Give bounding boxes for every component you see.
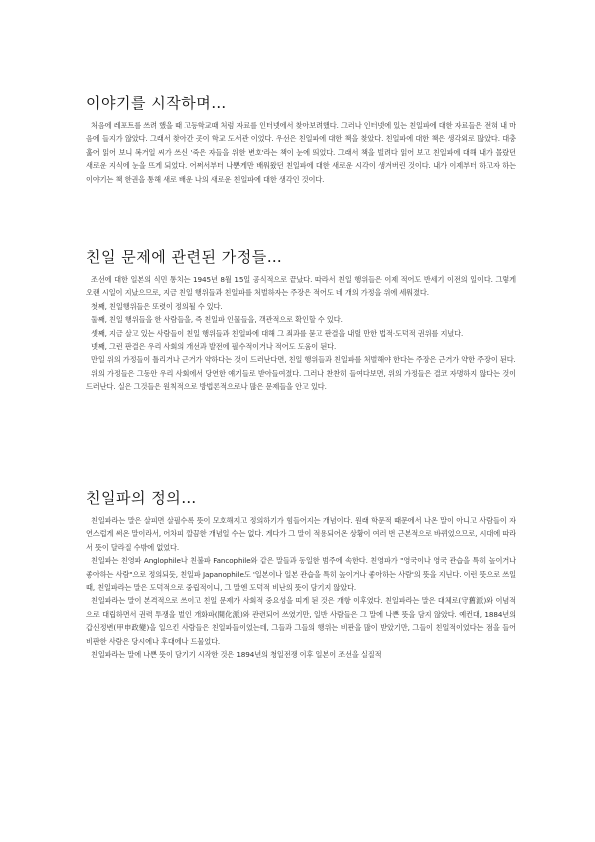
- paragraph: 첫째, 친일행위들은 또렷이 정의될 수 있다.: [91, 301, 223, 311]
- paragraph: 친일파는 친영파 Anglophile나 친불파 Fancophile와 같은 말들과 동일한 범주에 속한다. 친영파가 "영국이나 영국 관습을 특히 높이거나 좋아하는 사람"으로 정의되듯, 친일파 Japanophile도 '일본이나 일본 관습을 특히 높이거나 좋아하는 사람'의 뜻을 지닌다. 이런 뜻으로 쓰일 때, 친일파라는 말은 도덕적으로 중립적이니, 그 말엔 도덕적 비난의 뜻이 담기지 않았다.: [86, 556, 516, 593]
- paragraph: 친일파라는 말에 나쁜 뜻이 담기기 시작한 것은 1894년의 청일전쟁 이후 일본이 조선을 실질적: [91, 650, 382, 660]
- section-assumptions: [86, 247, 516, 394]
- paragraph: 위의 가정들은 그동안 우리 사회에서 당연한 얘기들로 받아들여졌다. 그러나 찬찬히 들여다보면, 위의 가정들은 결코 자명하지 않다는 것이 드러난다. 실은 그것들은 원칙적으로 방법론적으로나 많은 문제들을 안고 있다.: [86, 368, 516, 392]
- paragraph: 친일파라는 말은 살피면 살필수록 뜻이 모호해지고 정의하기가 힘들어지는 개념이다. 원래 학문적 때문에서 나온 말이 아니고 사람들이 자연스럽게 써온 말이라서, 어차피 깔끔한 개념일 수는 없다. 게다가 그 말이 적용되어온 상황이 여러 번 근본적으로 바뀌었으므로, 시대에 따라서 뜻이 달라질 수밖에 없었다.: [86, 516, 516, 552]
- paragraph: 만일 위의 가정들이 틀리거나 근거가 약하다는 것이 드러난다면, 친일 행위들과 친일파를 처벌해야 한다는 주장은 근거가 약한 주장이 된다.: [91, 355, 516, 365]
- paragraph: 셋째, 지금 살고 있는 사람들이 친일 행위들과 친일파에 대해 그 죄과를 묻고 판결을 내릴 만한 법적·도덕적 권위를 지녔다.: [91, 328, 464, 338]
- paragraph: 조선에 대한 일본의 식민 통치는 1945년 8월 15일 공식적으로 끝났다. 따라서 친일 행위들은 이제 적어도 반세기 이전의 일이다. 그렇게 오랜 시일이 지났으므로, 지금 친일 행위들과 친일파를 처벌하자는 주장은 적어도 네 개의 가정을 위에 세워졌다.: [86, 275, 516, 298]
- section-body: [86, 273, 516, 394]
- paragraph: 친일파라는 말이 본격적으로 쓰이고 친일 문제가 사회적 중요성을 띠게 된 것은 개항 이후였다. 친일파라는 말은 대체로(守舊派)와 이념적으로 대립하면서 권력 투쟁을 벌인 개화파(開化派)와 관련되어 쓰였기만, 일반 사람들은 그 말에 나쁜 뜻을 담지 않았다. 예컨대, 1884년의 갑신정변(甲申政變)을 일으킨 사람들은 친일파들이었는데, 그들과 그들의 행위는 비판을 많이 받았기만, 그들이 친일적이었다는 점을 들어 비판한 사람은 당시에나 후대에나 드물었다.: [86, 596, 516, 646]
- section-heading: 친일 문제에 관련된 가정들…: [86, 248, 283, 266]
- paragraph: 넷째, 그런 판결은 우리 사회의 개선과 발전에 필수적이거나 적어도 도움이 된다.: [91, 342, 337, 352]
- section-intro: [86, 93, 516, 186]
- section-heading: 친일파의 정의…: [86, 489, 197, 507]
- section-body: [86, 119, 516, 186]
- section-heading: 이야기를 시작하며…: [86, 94, 227, 112]
- section-body: [86, 514, 516, 661]
- section-definition: [86, 488, 516, 661]
- paragraph: 처음에 레포트를 쓰려 했을 때 고등학교때 처럼 자료를 인터넷에서 찾아보려했다. 그러나 인터넷에 있는 친일파에 대한 자료들은 전혀 내 마음에 들지가 않았다. 그래서 찾아간 곳이 학교 도서관 이었다. 우선은 친일파에 대한 책을 찾았다. 친일파에 대한 책은 생각외로 많았다. 대충 훑어 읽어 보니 복거일 씨가 쓰신 '죽은 자들을 위한 변호'라는 책이 눈에 띄었다. 그래서 책을 빌려다 읽어 보고 친일파에 대해 내가 몰랐던 새로운 지식에 눈을 뜨게 되었다. 어쩌서부터 나뿐게만 배워왔던 친일파에 대한 새로운 시각이 생겨버린 것이다. 내가 이제부터 하고자 하는 이야기는 책 한권을 통해 새로 배운 나의 새로운 친일파에 대한 생각인 것이다.: [86, 121, 516, 184]
- paragraph: 둘째, 친일 행위들을 한 사람들을, 즉 친일파 인물들을, 객관적으로 확인할 수 있다.: [91, 315, 343, 325]
